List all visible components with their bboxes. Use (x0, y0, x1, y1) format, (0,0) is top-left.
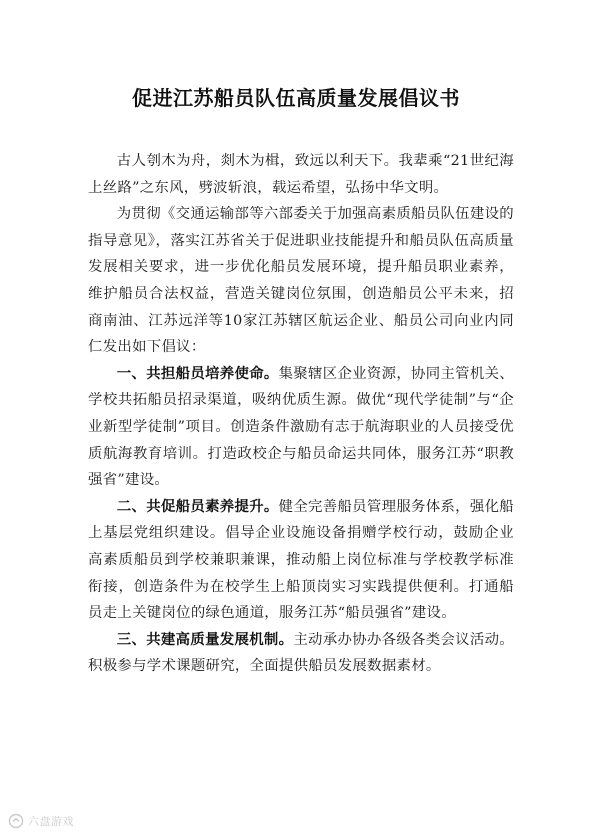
watermark-text: 六盘游戏 (28, 815, 74, 828)
document-body (88, 148, 514, 680)
watermark-logo-icon (8, 813, 24, 829)
paragraph-text: 健全完善船员管理服务体系，强化船上基层党组织建设。倡导企业设施设备捐赠学校行动，鼓励企业高素质船员到学校兼职兼课，推动船上岗位标准与学校教学标准衔接，创造条件为在校学生上船顶岗实习实践提供便利。打通船员走上关键岗位的绿色通道，服务江苏“船员强省”建设。 (88, 498, 514, 622)
paragraph-initiative-1 (88, 361, 514, 494)
document-title: 促进江苏船员队伍高质量发展倡议书 (132, 86, 460, 110)
section-heading: 一、共担船员培养使命。 (116, 365, 279, 382)
paragraph-text: 古人刳木为舟，剡木为楫，致远以利天下。我辈乘“21世纪海上丝路”之东风，劈波斩浪，载运希望，弘扬中华文明。 (88, 153, 514, 196)
paragraph-purpose (88, 201, 514, 361)
section-heading: 三、共建高质量发展机制。 (116, 631, 294, 648)
paragraph-text: 集聚辖区企业资源，协同主管机关、学校共拓船员招录渠道，吸纳优质生源。做优“现代学徒制”与“企业新型学徒制”项目。创造条件激励有志于航海职业的人员接受优质航海教育培训。打造政校企与船员命运共同体，服务江苏“职教强省”建设。 (88, 365, 514, 489)
section-heading: 二、共促船员素养提升。 (116, 498, 279, 515)
paragraph-initiative-2 (88, 494, 514, 627)
paragraph-initiative-3 (88, 627, 514, 680)
paragraph-text: 主动承办协办各级各类会议活动。积极参与学术课题研究，全面提供船员发展数据素材。 (88, 631, 514, 675)
watermark (8, 812, 74, 830)
paragraph-text: 为贯彻《交通运输部等六部委关于加强高素质船员队伍建设的指导意见》，落实江苏省关于促进职业技能提升和船员队伍高质量发展相关要求，进一步优化船员发展环境，提升船员职业素养，维护船员合法权益，营造关键岗位氛围，创造船员公平未来，招商南油、江苏远洋等10家江苏辖区航运企业、船员公司向业内同仁发出如下倡议： (88, 206, 514, 356)
paragraph-intro (88, 148, 514, 201)
